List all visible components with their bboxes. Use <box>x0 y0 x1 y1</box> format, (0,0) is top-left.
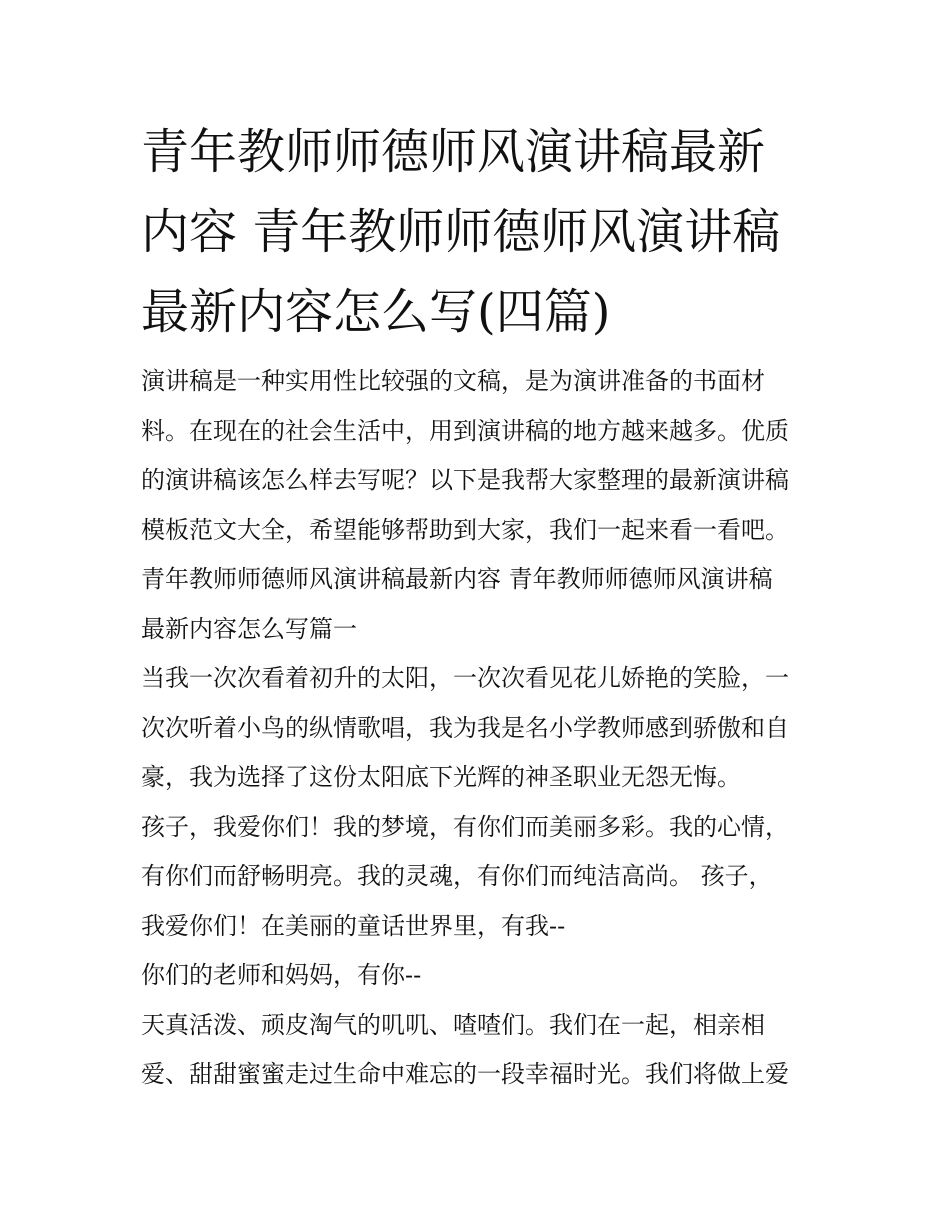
body-line: 你们的老师和妈妈，有你-- <box>141 961 422 989</box>
section-heading-line: 青年教师师德师风演讲稿最新内容 青年教师师德师风演讲稿 <box>141 565 773 593</box>
body-line: 演讲稿是一种实用性比较强的文稿，是为演讲准备的书面材 <box>141 367 765 395</box>
body-line: 天真活泼、顽皮淘气的叽叽、喳喳们。我们在一起，相亲相 <box>141 1010 765 1039</box>
section-heading-line: 最新内容怎么写篇一 <box>141 614 357 643</box>
body-line: 孩子，我爱你们！我的梦境，有你们而美丽多彩。我的心情， <box>141 812 789 841</box>
body-line: 有你们而舒畅明亮。我的灵魂，有你们而纯洁高尚。 孩子， <box>141 862 773 890</box>
body-line: 的演讲稿该怎么样去写呢？以下是我帮大家整理的最新演讲稿 <box>141 466 789 494</box>
body-line: 当我一次次看着初升的太阳，一次次看见花儿娇艳的笑脸，一 <box>141 664 789 692</box>
body-line: 模板范文大全，希望能够帮助到大家，我们一起来看一看吧。 <box>141 515 789 544</box>
title-line: 青年教师师德师风演讲稿最新 <box>141 124 766 180</box>
body-line: 我爱你们！在美丽的童话世界里，有我-- <box>141 911 566 940</box>
body-line: 料。在现在的社会生活中，用到演讲稿的地方越来越多。优质 <box>141 416 789 445</box>
document-body <box>141 357 821 1100</box>
body-line: 豪，我为选择了这份太阳底下光辉的神圣职业无怨无悔。 <box>141 763 741 791</box>
document-title <box>141 112 821 352</box>
body-line: 爱、甜甜蜜蜜走过生命中难忘的一段幸福时光。我们将做上爱 <box>141 1060 789 1088</box>
title-line: 内容 青年教师师德师风演讲稿 <box>141 204 781 260</box>
body-line: 次次听着小鸟的纵情歌唱，我为我是名小学教师感到骄傲和自 <box>141 713 789 742</box>
title-line: 最新内容怎么写(四篇) <box>141 284 611 340</box>
